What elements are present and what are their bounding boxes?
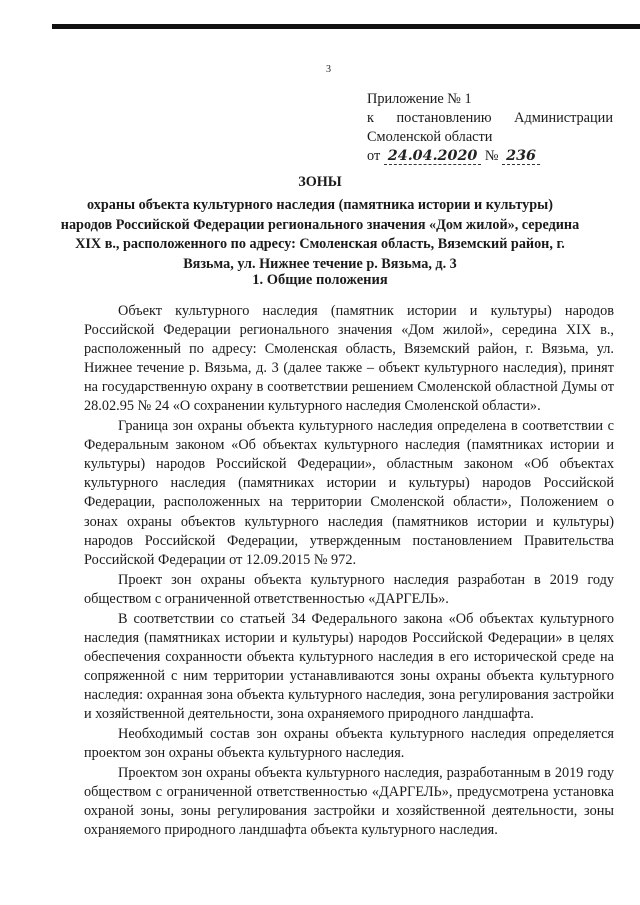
document-heading: ЗОНЫ <box>298 174 342 190</box>
document-subtitle: охраны объекта культурного наследия (памятника истории и культуры) народов Российской Федерации регионального значения «Дом жилой», середина XIX в., расположенного по адресу: Смоленская область, Вяземский район, г. Вязьма, ул. Нижнее течение р. Вязьма, д. 3 <box>60 197 580 272</box>
appendix-line-2 <box>367 109 613 128</box>
paragraph: Проектом зон охраны объекта культурного наследия, разработанным в 2019 году обществом с ограниченной ответственностью «ДАРГЕЛЬ», предусмотрена установка охраной зоны, зоны регулирования застройки и хозяйственной деятельности, зоны охраняемого природного ландшафта объекта культурного наследия. <box>84 765 614 839</box>
appendix-date-line <box>367 147 613 166</box>
paragraph: Необходимый состав зон охраны объекта культурного наследия определяется проектом зон охраны объекта культурного наследия. <box>84 726 614 762</box>
top-scan-border <box>52 24 640 29</box>
page-number: 3 <box>326 64 331 75</box>
appendix-line-2-c: Администрации <box>514 110 613 126</box>
appendix-line-1: Приложение № 1 <box>367 91 472 107</box>
appendix-line-2-a: к <box>367 110 374 126</box>
handwritten-date: 24.04.2020 <box>384 148 482 165</box>
section-title: 1. Общие положения <box>252 272 388 288</box>
number-label: № <box>484 148 499 164</box>
paragraph: Граница зон охраны объекта культурного наследия определена в соответствии с Федеральным законом «Об объектах культурного наследия (памятниках истории и культуры) народов Российской Федерации», областным законом «Об объектах культурного наследия (памятниках истории и культуры) народов Российской Федерации, расположенных на территории Смоленской области», Положением о зонах охраны объектов культурного наследия (памятников истории и культуры) народов Российской Федерации, утвержденным постановлением Правительства Российской Федерации от 12.09.2015 № 972. <box>84 418 614 568</box>
date-prefix: от <box>367 148 381 164</box>
paragraph: В соответствии со статьей 34 Федерального закона «Об объектах культурного наследия (памятниках истории и культуры) народов Российской Федерации» в целях обеспечения сохранности объекта культурного наследия в его исторической среде на сопряженной с ним территории устанавливаются зоны охраны объекта культурного наследия: охранная зона объекта культурного наследия, зона регулирования застройки и хозяйственной деятельности, зона охраняемого природного ландшафта. <box>84 610 614 722</box>
document-body <box>84 302 614 841</box>
paragraph: Объект культурного наследия (памятник истории и культуры) народов Российской Федерации регионального значения «Дом жилой», середина XIX в., расположенный по адресу: Смоленская область, Вяземский район, г. Вязьма, ул. Нижнее течение р. Вязьма, д. 3 (далее также – объект культурного наследия), принят на государственную охрану в соответствии решением Смоленской областной Думы от 28.02.95 № 24 «О сохранении культурного наследия Смоленской области». <box>84 303 614 415</box>
appendix-line-3: Смоленской области <box>367 129 493 145</box>
handwritten-number: 236 <box>502 148 540 165</box>
appendix-line-2-b: постановлению <box>396 110 492 126</box>
paragraph: Проект зон охраны объекта культурного наследия разработан в 2019 году обществом с ограниченной ответственностью «ДАРГЕЛЬ». <box>84 571 614 607</box>
appendix-block <box>367 90 613 166</box>
